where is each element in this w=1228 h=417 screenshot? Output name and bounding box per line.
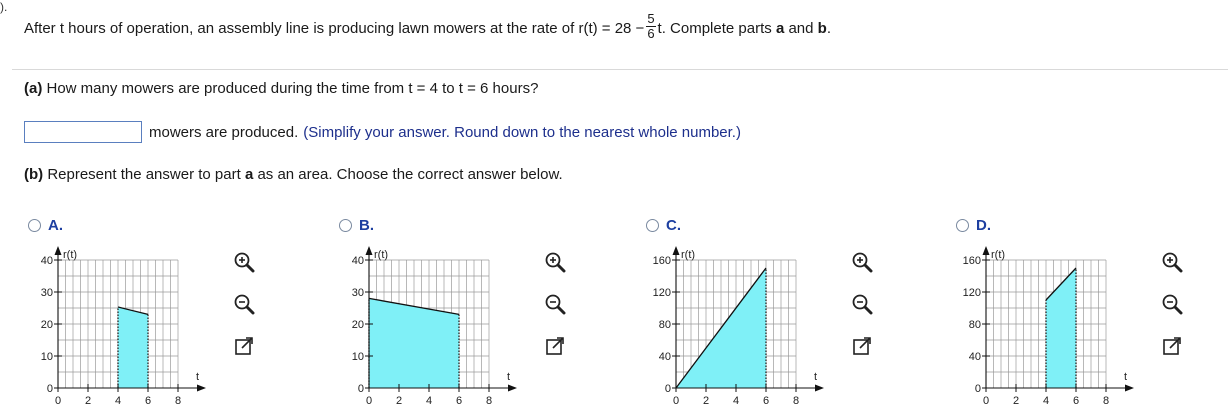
x-tick-label: 8 bbox=[1102, 395, 1110, 407]
part-a-label: (a) bbox=[24, 80, 43, 97]
x-tick-label: 4 bbox=[114, 395, 122, 407]
choice-a-letter: A. bbox=[48, 217, 63, 234]
x-tick-label: 8 bbox=[174, 395, 182, 407]
x-tick-label: 2 bbox=[702, 395, 710, 407]
choice-c-graph bbox=[642, 244, 842, 416]
x-axis-arrow bbox=[815, 385, 824, 392]
y-tick-label: 30 bbox=[40, 287, 53, 299]
choice-d-letter: D. bbox=[976, 217, 991, 234]
zoom-in-icon[interactable] bbox=[544, 251, 566, 273]
fraction-numerator: 5 bbox=[647, 11, 655, 26]
popout-icon[interactable] bbox=[544, 335, 566, 357]
x-tick-label: 8 bbox=[485, 395, 493, 407]
x-tick-label: 4 bbox=[1042, 395, 1050, 407]
choice-d-graph bbox=[952, 244, 1152, 416]
shaded-area bbox=[118, 307, 148, 388]
y-tick-label: 0 bbox=[46, 383, 53, 395]
choice-d-header[interactable] bbox=[956, 217, 991, 234]
y-axis-arrow bbox=[366, 246, 373, 255]
choice-c-radio[interactable] bbox=[646, 219, 659, 232]
y-axis-arrow bbox=[55, 246, 62, 255]
choice-b-graph bbox=[335, 244, 535, 416]
shaded-area bbox=[1046, 268, 1076, 388]
answer-row bbox=[24, 121, 741, 143]
x-axis-label: t bbox=[507, 371, 511, 383]
clipped-label: ). bbox=[0, 0, 8, 14]
choice-c-letter: C. bbox=[666, 217, 681, 234]
x-tick-label: 6 bbox=[762, 395, 770, 407]
popout-icon[interactable] bbox=[1161, 335, 1183, 357]
y-tick-label: 0 bbox=[664, 383, 671, 395]
x-axis-label: t bbox=[814, 371, 818, 383]
y-tick-label: 120 bbox=[962, 287, 981, 299]
y-tick-label: 40 bbox=[351, 255, 364, 267]
x-tick-label: 0 bbox=[54, 395, 62, 407]
answer-hint: (Simplify your answer. Round down to the nearest whole number.) bbox=[303, 123, 741, 141]
x-tick-label: 8 bbox=[792, 395, 800, 407]
y-tick-label: 40 bbox=[40, 255, 53, 267]
y-tick-label: 0 bbox=[974, 383, 981, 395]
part-b-a-ref: a bbox=[244, 166, 254, 183]
part-b-text-before: Represent the answer to part bbox=[43, 166, 245, 183]
y-tick-label: 0 bbox=[357, 383, 364, 395]
y-axis-label: r(t) bbox=[991, 249, 1006, 261]
y-axis-label: r(t) bbox=[374, 249, 389, 261]
y-tick-label: 20 bbox=[351, 319, 364, 331]
fraction-denominator: 6 bbox=[647, 26, 655, 41]
y-axis-arrow bbox=[673, 246, 680, 255]
choice-b-radio[interactable] bbox=[339, 219, 352, 232]
y-axis-arrow bbox=[983, 246, 990, 255]
y-tick-label: 30 bbox=[351, 287, 364, 299]
fraction bbox=[646, 12, 655, 41]
answer-input[interactable] bbox=[24, 121, 142, 143]
y-tick-label: 120 bbox=[652, 287, 671, 299]
choice-a-header[interactable] bbox=[28, 217, 63, 234]
y-axis-label: r(t) bbox=[681, 249, 696, 261]
part-b-label: (b) bbox=[24, 166, 44, 183]
part-b-ref: b bbox=[817, 19, 827, 37]
answer-suffix: mowers are produced. bbox=[149, 123, 299, 141]
x-tick-label: 4 bbox=[425, 395, 433, 407]
x-tick-label: 6 bbox=[1072, 395, 1080, 407]
question-prefix: After t hours of operation, an assembly line is producing lawn mowers at the rate of r(t) = 28 − bbox=[24, 19, 645, 37]
choice-a-graph bbox=[24, 244, 224, 416]
and-word: and bbox=[788, 19, 814, 37]
choice-d bbox=[952, 217, 1192, 417]
choice-b bbox=[335, 217, 575, 417]
zoom-in-icon[interactable] bbox=[851, 251, 873, 273]
x-tick-label: 0 bbox=[365, 395, 373, 407]
x-tick-label: 4 bbox=[732, 395, 740, 407]
question-text bbox=[24, 11, 831, 43]
choice-d-radio[interactable] bbox=[956, 219, 969, 232]
x-axis-arrow bbox=[197, 385, 206, 392]
x-axis-arrow bbox=[1125, 385, 1134, 392]
choice-c bbox=[642, 217, 882, 417]
popout-icon[interactable] bbox=[233, 335, 255, 357]
y-tick-label: 10 bbox=[40, 351, 53, 363]
y-tick-label: 160 bbox=[652, 255, 671, 267]
x-axis-label: t bbox=[196, 371, 200, 383]
zoom-out-icon[interactable] bbox=[544, 293, 566, 315]
part-b-text-after: as an area. Choose the correct answer below. bbox=[253, 166, 563, 183]
choice-b-letter: B. bbox=[359, 217, 374, 234]
part-a-text: How many mowers are produced during the time from t = 4 to t = 6 hours? bbox=[42, 80, 539, 97]
zoom-out-icon[interactable] bbox=[233, 293, 255, 315]
question-period: . bbox=[826, 19, 831, 37]
question-suffix: t. Complete parts bbox=[657, 19, 772, 37]
zoom-in-icon[interactable] bbox=[233, 251, 255, 273]
y-tick-label: 80 bbox=[968, 319, 981, 331]
popout-icon[interactable] bbox=[851, 335, 873, 357]
choice-a-radio[interactable] bbox=[28, 219, 41, 232]
zoom-out-icon[interactable] bbox=[1161, 293, 1183, 315]
choice-b-header[interactable] bbox=[339, 217, 374, 234]
part-a-ref: a bbox=[775, 19, 785, 37]
y-tick-label: 160 bbox=[962, 255, 981, 267]
zoom-in-icon[interactable] bbox=[1161, 251, 1183, 273]
y-tick-label: 20 bbox=[40, 319, 53, 331]
x-tick-label: 6 bbox=[144, 395, 152, 407]
choice-c-header[interactable] bbox=[646, 217, 681, 234]
y-tick-label: 80 bbox=[658, 319, 671, 331]
x-tick-label: 6 bbox=[455, 395, 463, 407]
x-tick-label: 2 bbox=[84, 395, 92, 407]
x-axis-label: t bbox=[1124, 371, 1128, 383]
x-tick-label: 2 bbox=[395, 395, 403, 407]
y-tick-label: 10 bbox=[351, 351, 364, 363]
y-axis-label: r(t) bbox=[63, 249, 78, 261]
x-tick-label: 0 bbox=[672, 395, 680, 407]
choice-a bbox=[24, 217, 264, 417]
x-tick-label: 0 bbox=[982, 395, 990, 407]
y-tick-label: 40 bbox=[658, 351, 671, 363]
divider bbox=[12, 69, 1228, 70]
x-axis-arrow bbox=[508, 385, 517, 392]
zoom-out-icon[interactable] bbox=[851, 293, 873, 315]
part-a-question bbox=[24, 80, 538, 97]
part-b-question bbox=[24, 166, 563, 183]
x-tick-label: 2 bbox=[1012, 395, 1020, 407]
y-tick-label: 40 bbox=[968, 351, 981, 363]
